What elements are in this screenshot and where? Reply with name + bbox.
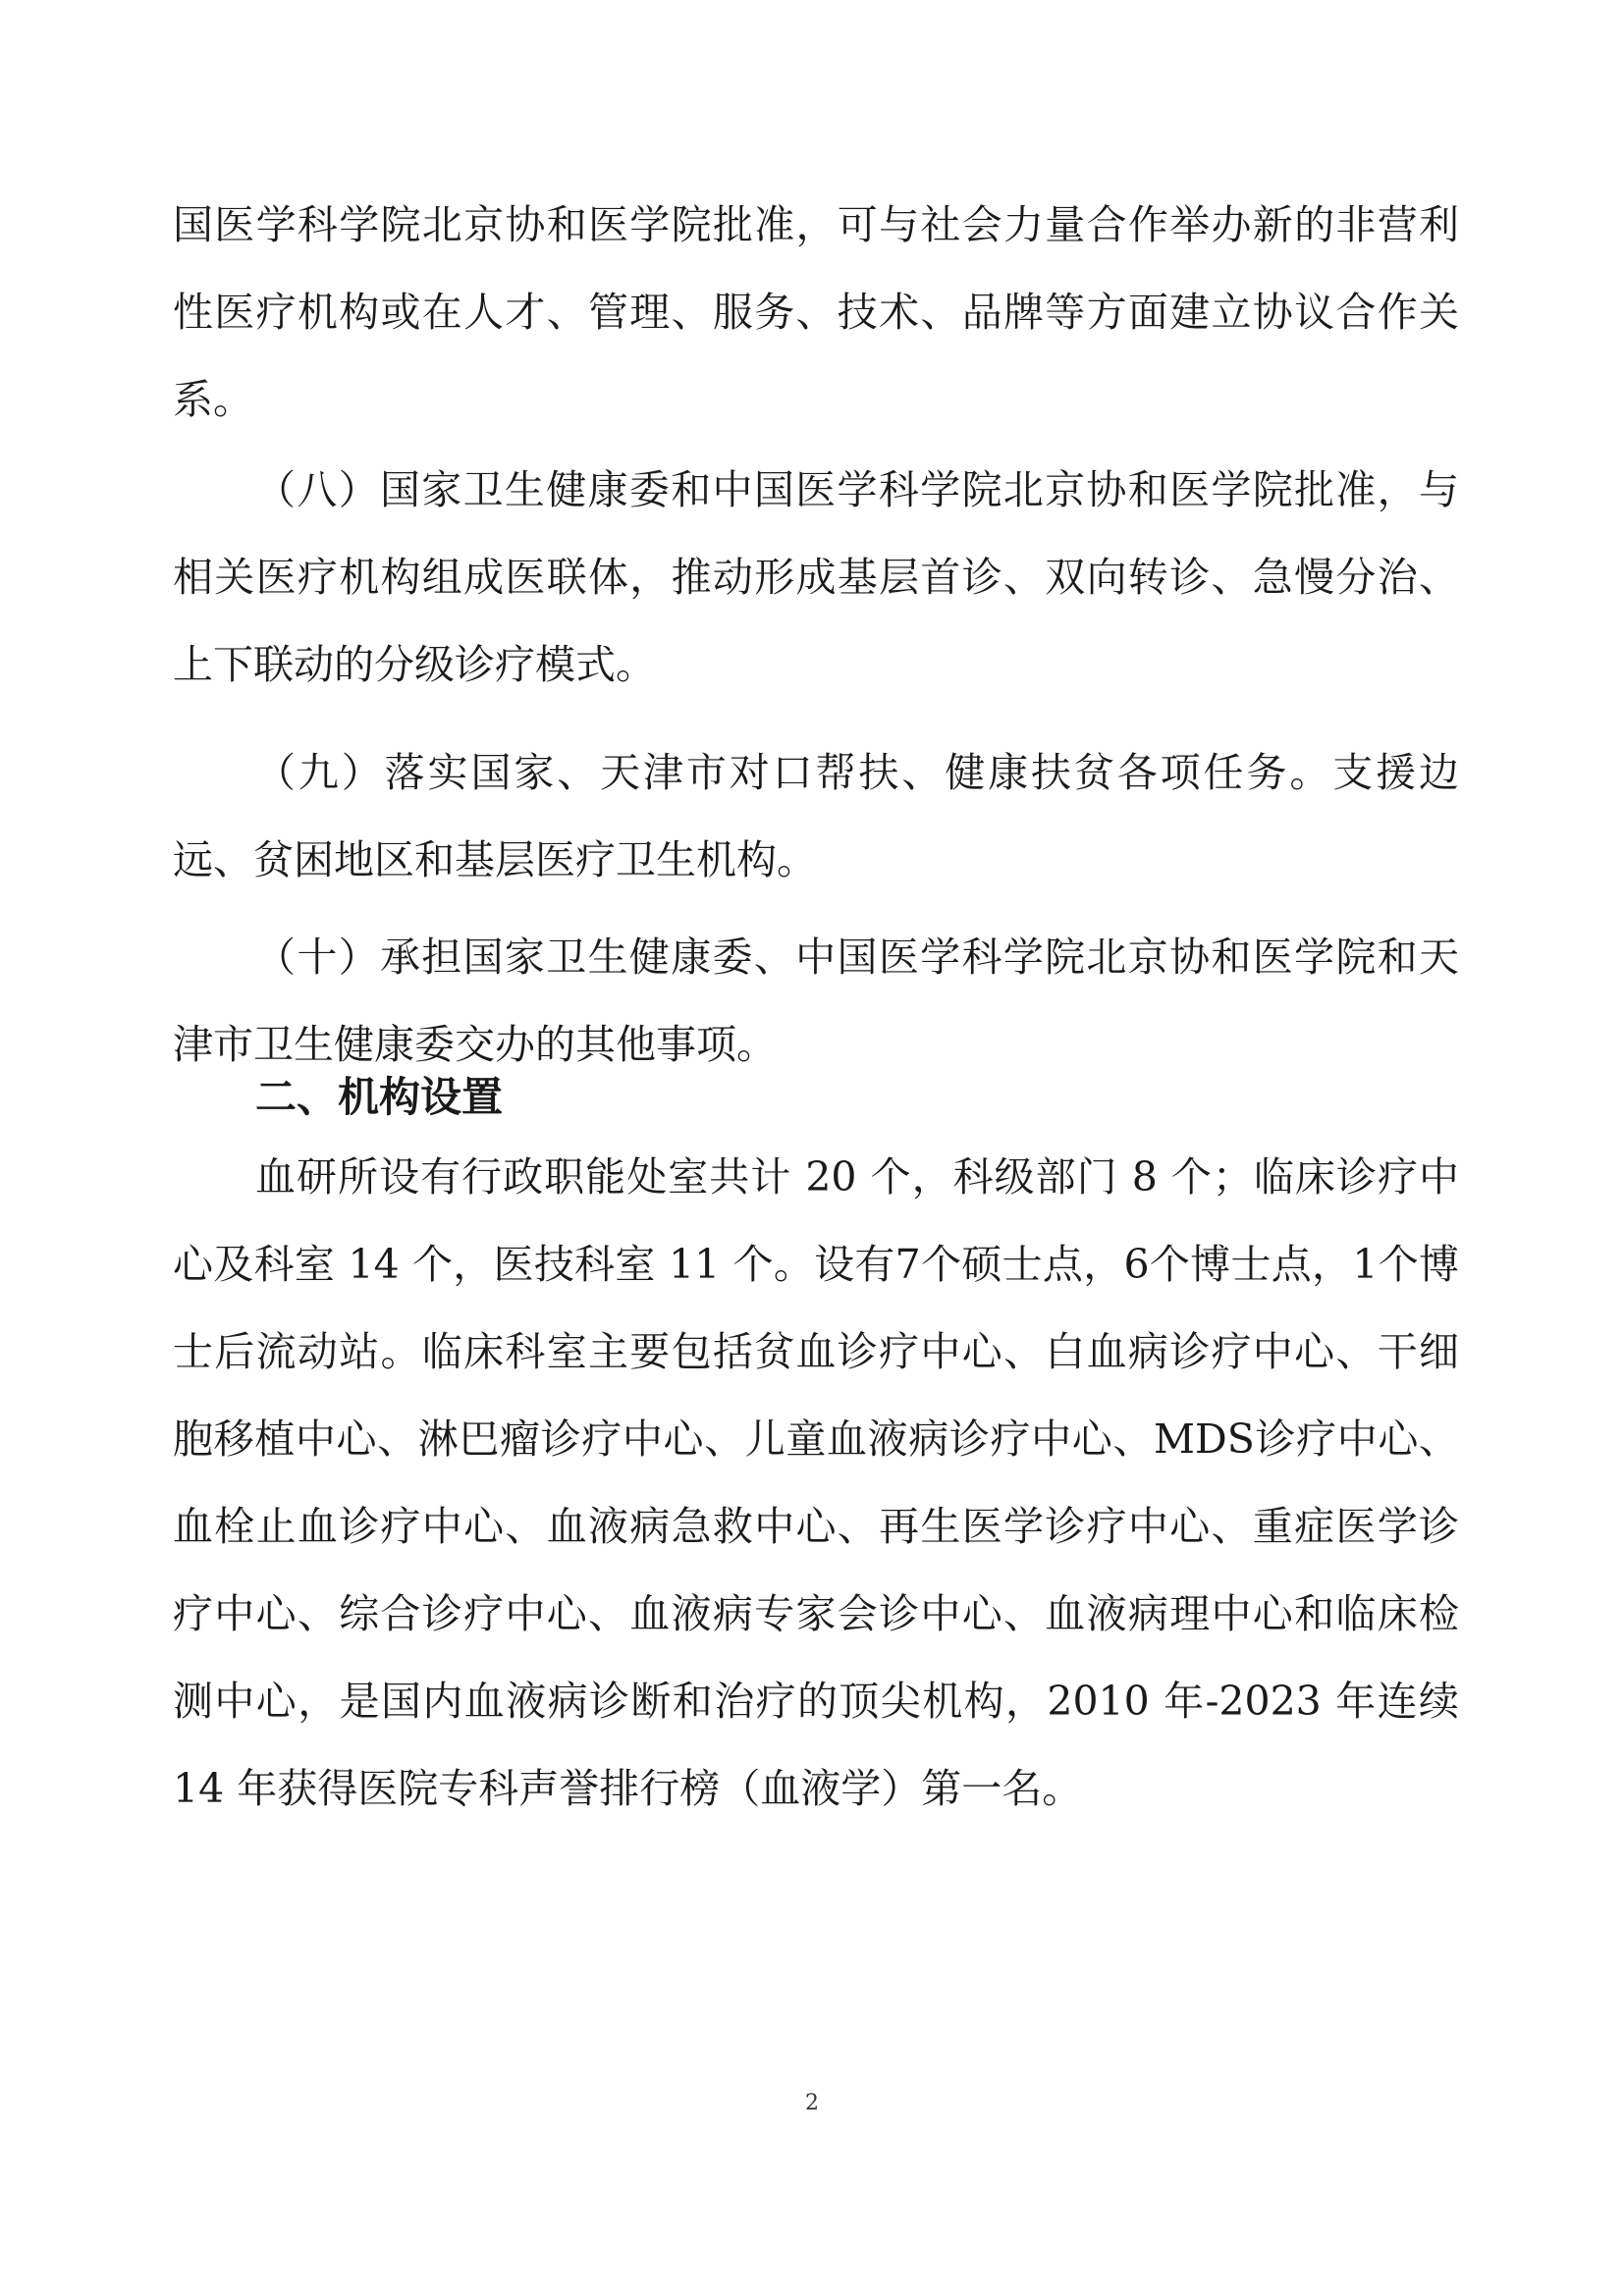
paragraph-continuation: 国医学科学院北京协和医学院批准，可与社会力量合作举办新的非营利性医疗机构或在人才、管理、服务、技术、品牌等方面建立协议合作关系。 [173,201,1459,423]
page-number: 2 [805,2091,819,2115]
paragraph-item-nine: （九）落实国家、天津市对口帮扶、健康扶贫各项任务。支援边远、贫困地区和基层医疗卫生机构。 [173,749,1459,883]
section-paragraph: 血研所设有行政职能处室共计 20 个，科级部门 8 个；临床诊疗中心及科室 14 个，医技科室 11 个。设有7个硕士点，6个博士点，1个博士后流动站。临床科室主要包括贫血诊疗中心、白血病诊疗中心、干细胞移植中心、淋巴瘤诊疗中心、儿童血液病诊疗中心、MDS诊疗中心、血栓止血诊疗中心、血液病急救中心、再生医学诊疗中心、重症医学诊疗中心、综合诊疗中心、血液病专家会诊中心、血液病理中心和临床检测中心，是国内血液病诊断和治疗的顶尖机构，2010 年-2023 年连续 14 年获得医院专科声誉排行榜（血液学）第一名。 [173,1153,1459,1812]
paragraph-item-ten: （十）承担国家卫生健康委、中国医学科学院北京协和医学院和天津市卫生健康委交办的其他事项。 [173,934,1459,1068]
paragraph-item-eight: （八）国家卫生健康委和中国医学科学院北京协和医学院批准，与相关医疗机构组成医联体，推动形成基层首诊、双向转诊、急慢分治、上下联动的分级诊疗模式。 [173,466,1459,688]
section-heading: 二、机构设置 [255,1073,504,1121]
